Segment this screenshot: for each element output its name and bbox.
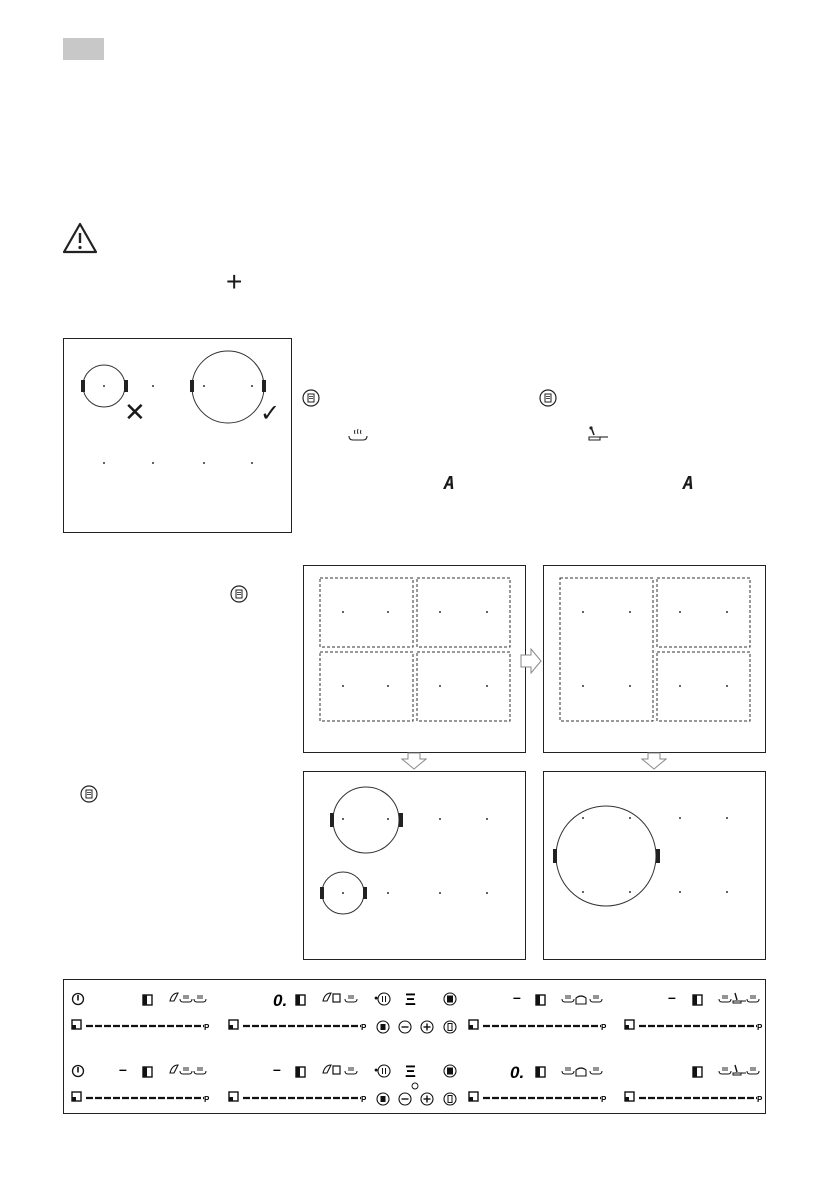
svg-text:P: P [601, 1023, 607, 1032]
segment-a-readout: A [444, 473, 455, 494]
timer-icon [412, 1083, 418, 1089]
control-row-bottom [72, 1061, 759, 1105]
svg-text:P: P [204, 1023, 210, 1032]
arrow-down-icon [401, 752, 427, 770]
zone-diagram-four-zones [303, 565, 526, 753]
power-icon [73, 994, 84, 1005]
check-mark: ✓ [260, 400, 281, 427]
frying-pan-icon [586, 425, 610, 443]
steam-icon [347, 427, 369, 441]
svg-text:0.: 0. [273, 991, 288, 1010]
svg-text:P: P [757, 1023, 763, 1032]
minus-button [399, 1021, 411, 1033]
svg-text:P: P [601, 1095, 607, 1104]
svg-text:P: P [757, 1095, 763, 1104]
pot-diagram-two-pots [303, 771, 526, 960]
svg-text:P: P [361, 1023, 367, 1032]
warning-triangle-icon [62, 222, 98, 254]
segment-a-readout: A [683, 473, 694, 494]
svg-text:Ξ: Ξ [405, 1062, 416, 1081]
svg-text:–: – [668, 989, 676, 1005]
svg-text:P: P [361, 1095, 367, 1104]
section-tab-marker [63, 38, 104, 60]
svg-text:●: ● [374, 995, 379, 1002]
control-panel-diagram [63, 979, 766, 1114]
zone-diagram-bridged [543, 565, 766, 753]
plus-glyph: + [226, 266, 243, 297]
svg-text:●: ● [374, 1067, 379, 1074]
bridge-zone-icon [302, 389, 320, 407]
cross-mark: ✕ [124, 397, 146, 427]
bridge-zone-icon [80, 785, 98, 803]
bridge-zone-icon [230, 585, 248, 603]
svg-text:–: – [273, 1061, 281, 1077]
svg-text:0.: 0. [510, 1063, 525, 1082]
arrow-right-icon [519, 648, 543, 674]
svg-text:Ξ: Ξ [405, 990, 416, 1009]
plus-button [421, 1021, 433, 1033]
power-icon [73, 1066, 84, 1077]
pot-placement-diagram [63, 338, 292, 533]
svg-text:P: P [204, 1095, 210, 1104]
pot-diagram-large-pot [543, 771, 766, 960]
svg-text:–: – [513, 989, 521, 1005]
arrow-down-icon [641, 752, 667, 770]
control-row-top [72, 989, 759, 1033]
svg-text:–: – [119, 1061, 127, 1077]
bridge-zone-icon [539, 389, 557, 407]
